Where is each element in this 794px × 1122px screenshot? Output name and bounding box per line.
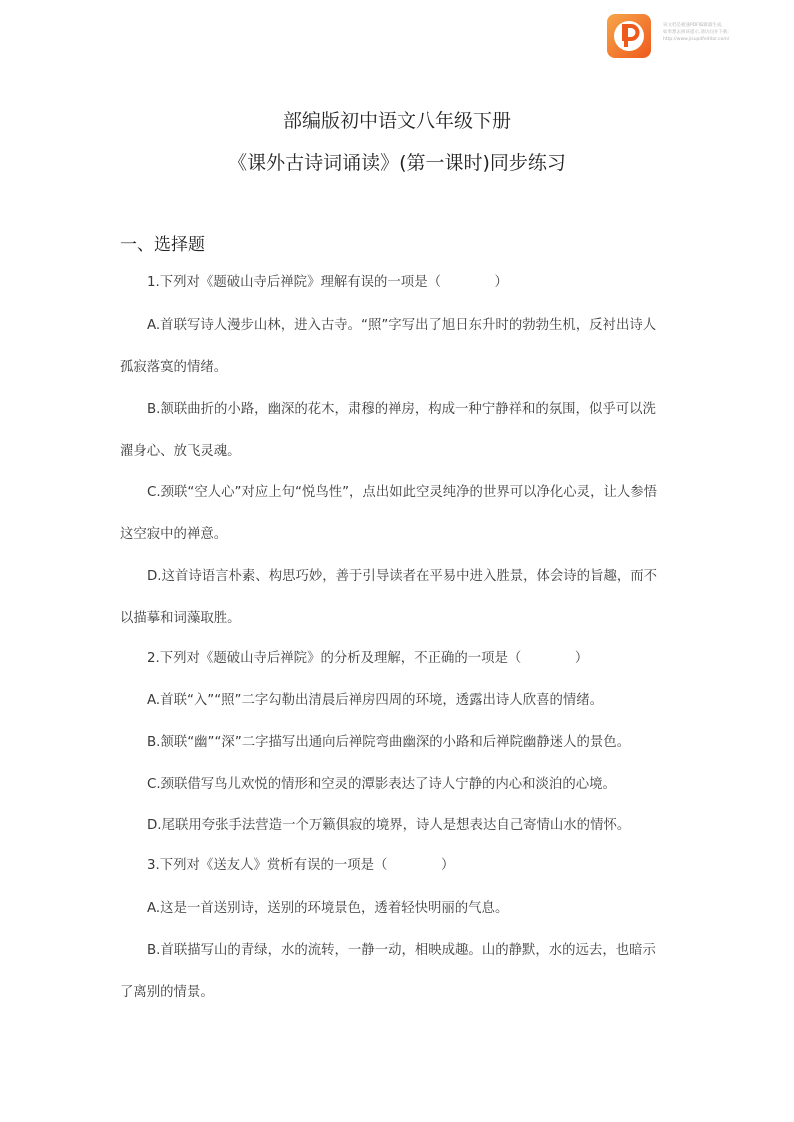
option-text: D.尾联用夸张手法营造一个万籁俱寂的境界，诗人是想表达自己寄情山水的情怀。 [147,818,631,833]
watermark-line: 该文档是极速PDF编辑器生成, [663,23,723,28]
question-2: 2.下列对《题破山寺后禅院》的分析及理解，不正确的一项是（ ） [147,651,589,666]
option-text: B.首联描写山的青绿，水的流转，一静一动，相映成趣。山的静默，水的远去，也暗示 [147,943,656,958]
option-text: A.这是一首送别诗，送别的环境景色，透着轻快明丽的气息。 [147,901,509,916]
watermark-text [663,22,787,43]
option-text: C.颈联借写鸟儿欢悦的情形和空灵的潭影表达了诗人宁静的内心和淡泊的心境。 [147,777,616,792]
question-1: 1.下列对《题破山寺后禅院》理解有误的一项是（ ） [147,275,508,290]
option-text: B.颔联曲折的小路，幽深的花木，肃穆的禅房，构成一种宁静祥和的氛围，似乎可以洗 [147,402,656,417]
document-title-line1: 部编版初中语文八年级下册 [282,110,511,132]
option-text: A.首联写诗人漫步山林，进入古寺。“照”字写出了旭日东升时的勃勃生机，反衬出诗人 [147,318,657,333]
watermark-line: 如果想去掉该提示,请访问并下载: [663,30,729,35]
option-text: A.首联“入”“照”二字勾勒出清晨后禅房四周的环境，透露出诗人欣喜的情绪。 [147,693,604,708]
option-text-continued: 濯身心、放飞灵魂。 [120,444,241,459]
option-text: B.颔联“幽”“深”二字描写出通向后禅院弯曲幽深的小路和后禅院幽静迷人的景色。 [147,735,631,750]
option-text-continued: 了离别的情景。 [120,985,214,1000]
option-text-continued: 这空寂中的禅意。 [120,527,228,542]
watermark-line: http://www.jisupdfeditor.com/ [663,37,730,42]
option-text: D.这首诗语言朴素、构思巧妙，善于引导读者在平易中进入胜景，体会诗的旨趣，而不 [147,569,658,584]
section-heading: 一、选择题 [120,235,205,255]
pdf-watermark [607,14,787,58]
option-text-continued: 以描摹和词藻取胜。 [120,611,241,626]
option-text: C.颈联“空人心”对应上句“悦鸟性”，点出如此空灵纯净的世界可以净化心灵，让人参悟 [147,485,658,500]
document-title-line2: 《课外古诗词诵读》(第一课时)同步练习 [228,152,566,174]
pdf-logo-icon [607,14,651,58]
question-3: 3.下列对《送友人》赏析有误的一项是（ ） [147,858,455,873]
option-text-continued: 孤寂落寞的情绪。 [120,360,228,375]
